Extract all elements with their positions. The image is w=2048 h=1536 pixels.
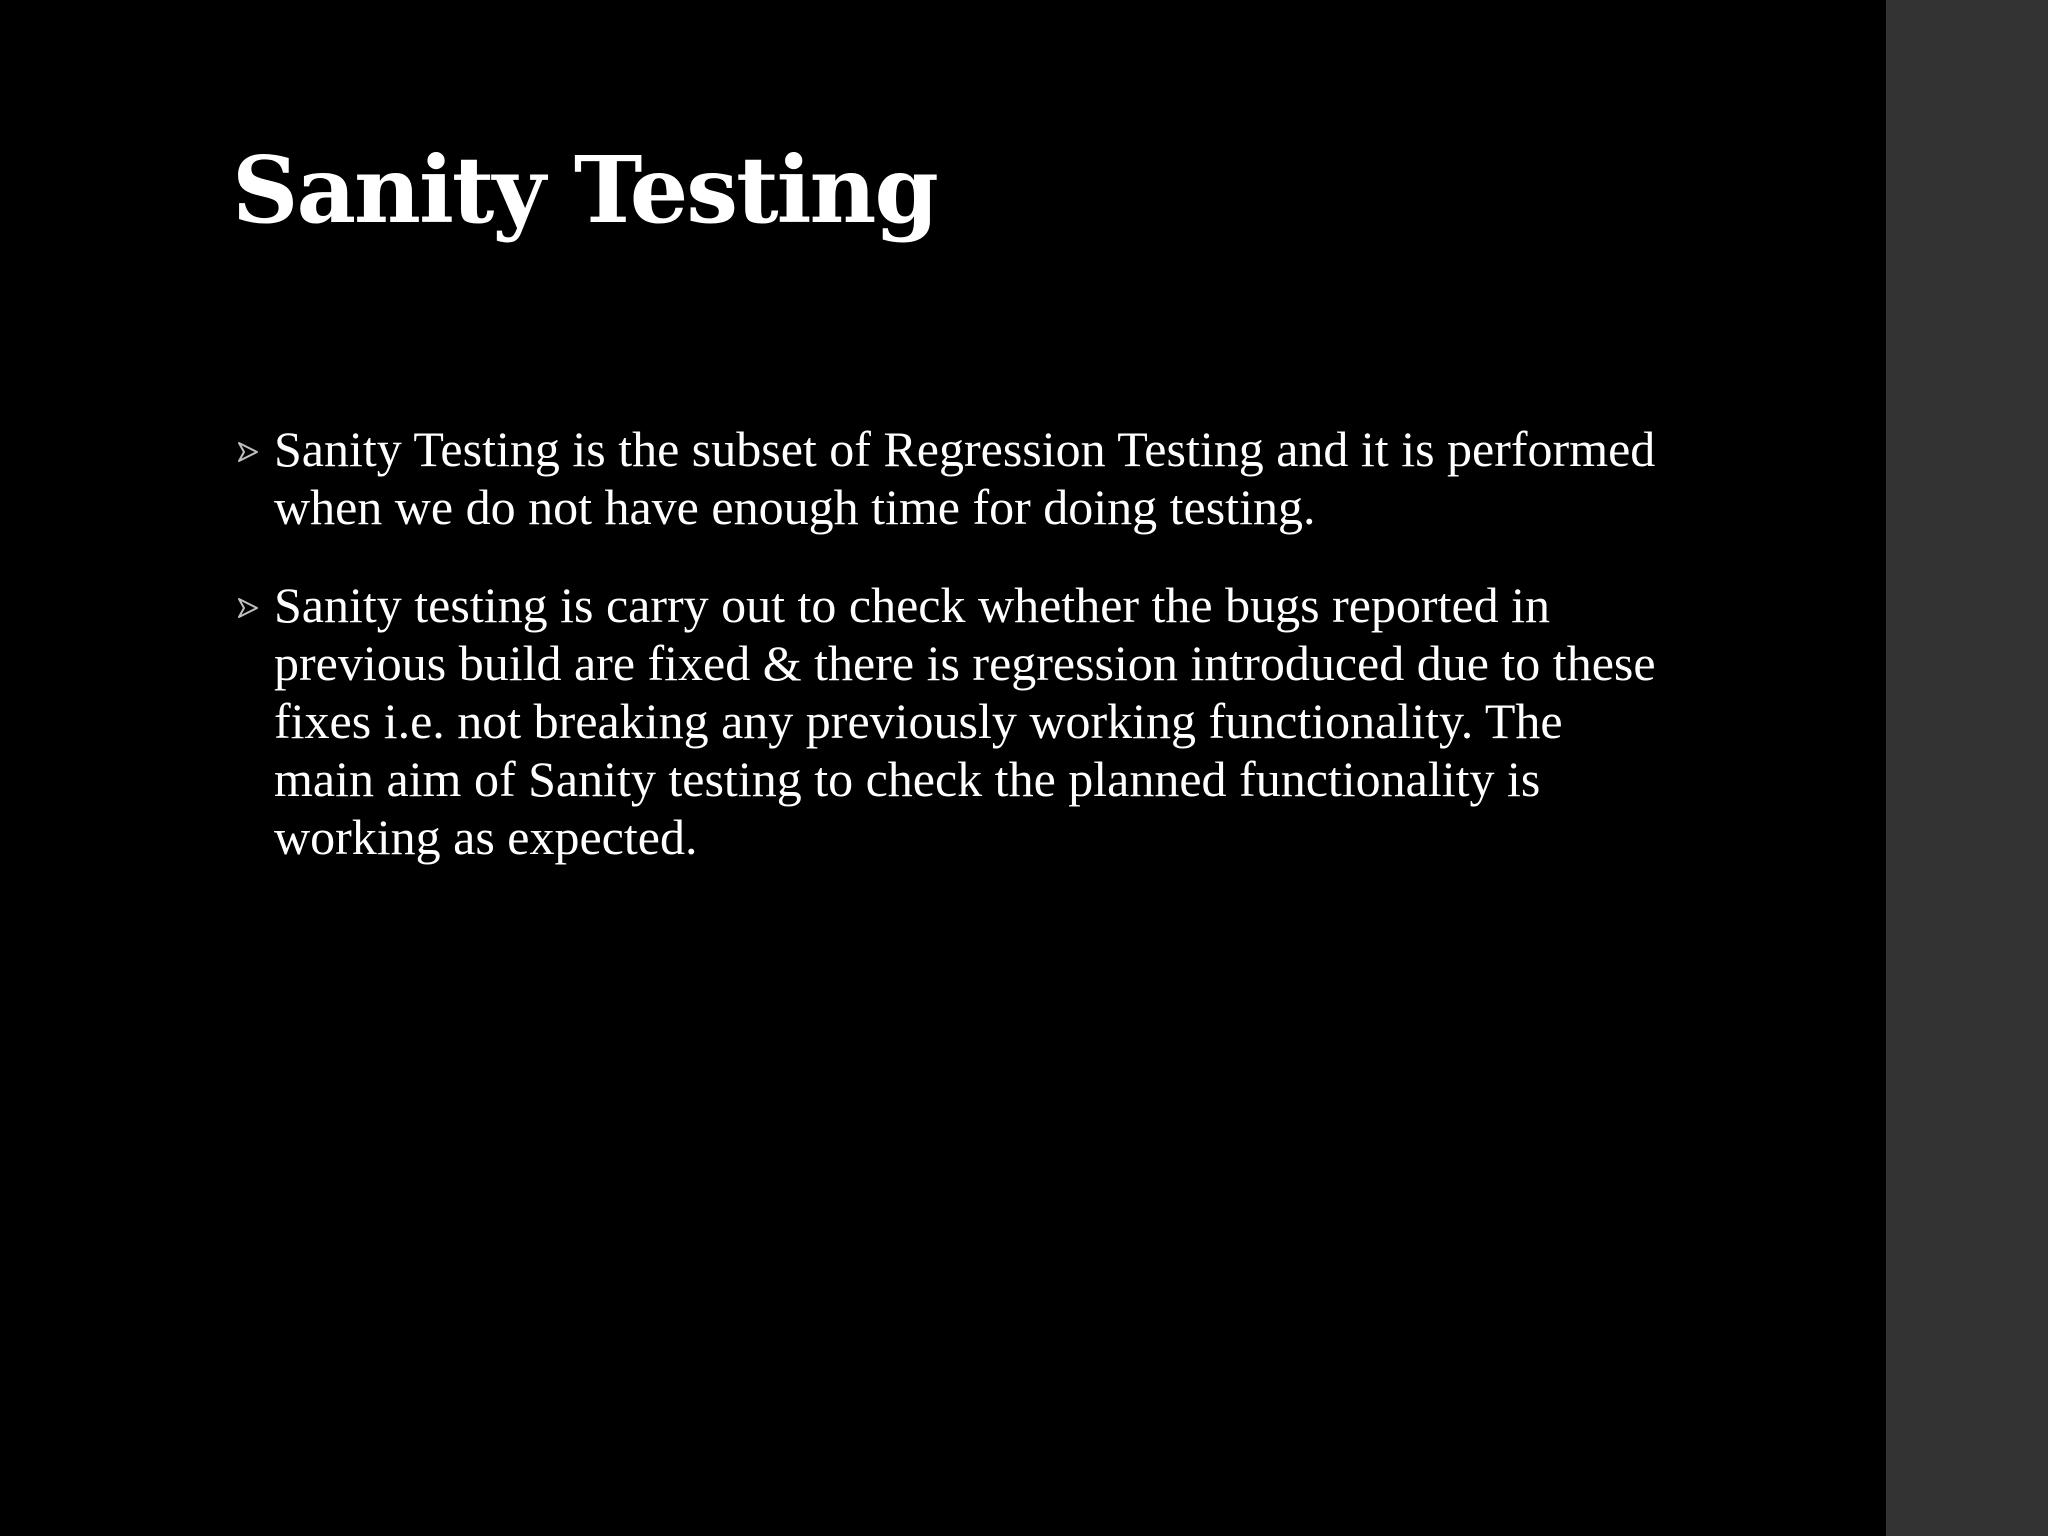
side-bar — [1886, 0, 2048, 1536]
arrowhead-bullet-icon — [236, 596, 260, 620]
bullet-list — [232, 420, 1672, 906]
arrowhead-bullet-icon — [236, 440, 260, 464]
bullet-item — [232, 420, 1672, 536]
bullet-item — [232, 576, 1672, 866]
bullet-text: Sanity Testing is the subset of Regression Testing and it is performed when we do not have enough time for doing testing. — [274, 421, 1656, 535]
bullet-text: Sanity testing is carry out to check whether the bugs reported in previous build are fixed & there is regression introduced due to these fixes i.e. not breaking any previously working functionality. The main aim of Sanity testing to check the planned functionality is working as expected. — [274, 577, 1656, 865]
slide-title: Sanity Testing — [232, 136, 937, 244]
